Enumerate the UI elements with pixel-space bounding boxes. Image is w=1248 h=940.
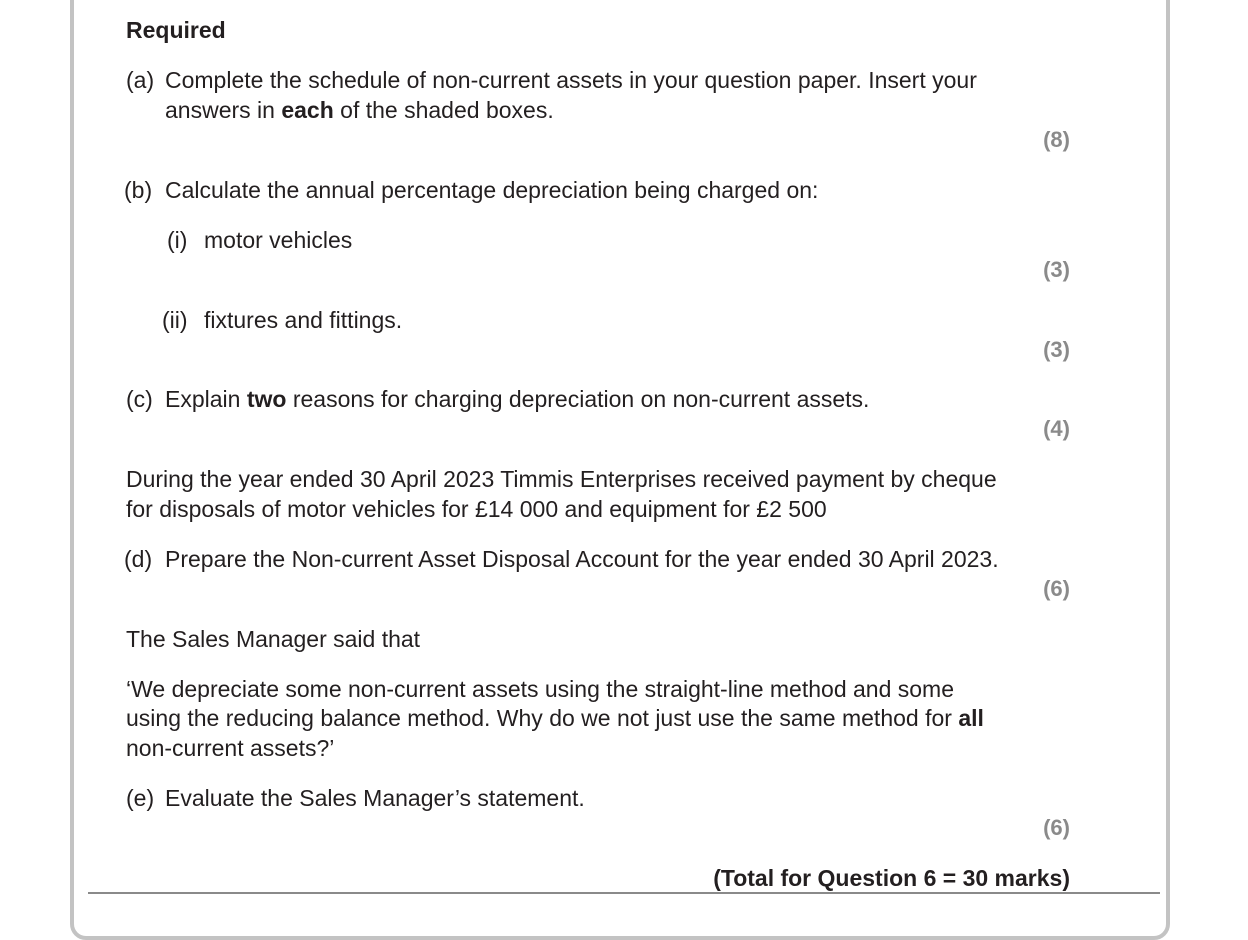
quote-line1: ‘We depreciate some non-current assets using the straight-line method and some — [126, 676, 955, 702]
quote-line2: using the reducing balance method. Why do we not just use the same method for all — [126, 705, 984, 731]
sales-manager-intro: The Sales Manager said that — [126, 626, 421, 652]
part-c-text: Explain two reasons for charging depreciation on non-current assets. — [165, 386, 870, 412]
part-b-text: Calculate the annual percentage depreciation being charged on: — [165, 177, 819, 203]
part-d-label: (d) — [124, 546, 153, 572]
part-a-line1: Complete the schedule of non-current assets in your question paper. Insert your — [165, 67, 977, 93]
part-d-marks: (6) — [1043, 576, 1070, 601]
part-e-text: Evaluate the Sales Manager’s statement. — [165, 785, 585, 811]
part-b-ii-marks: (3) — [1043, 337, 1070, 362]
part-e-label: (e) — [126, 785, 155, 811]
part-b-ii-text: fixtures and fittings. — [204, 307, 403, 333]
part-b-i-marks: (3) — [1043, 257, 1070, 282]
part-b-i-label: (i) — [167, 227, 188, 253]
part-a-marks: (8) — [1043, 127, 1070, 152]
required-heading: Required — [126, 17, 226, 43]
part-a-line2: answers in each of the shaded boxes. — [165, 97, 554, 123]
part-a-label: (a) — [126, 67, 155, 93]
total-marks: (Total for Question 6 = 30 marks) — [713, 865, 1070, 891]
part-b-i-text: motor vehicles — [204, 227, 353, 253]
part-c-label: (c) — [126, 386, 153, 412]
part-d-text: Prepare the Non-current Asset Disposal Account for the year ended 30 April 2023. — [165, 546, 999, 572]
context-line2: for disposals of motor vehicles for £14 000 and equipment for £2 500 — [126, 496, 827, 522]
context-line1: During the year ended 30 April 2023 Timmis Enterprises received payment by cheque — [126, 466, 997, 492]
part-e-marks: (6) — [1043, 815, 1070, 840]
part-b-label: (b) — [124, 177, 153, 203]
quote-line3: non-current assets?’ — [126, 735, 335, 761]
bottom-rule — [88, 892, 1160, 894]
part-c-marks: (4) — [1043, 416, 1070, 441]
part-b-ii-label: (ii) — [162, 307, 188, 333]
